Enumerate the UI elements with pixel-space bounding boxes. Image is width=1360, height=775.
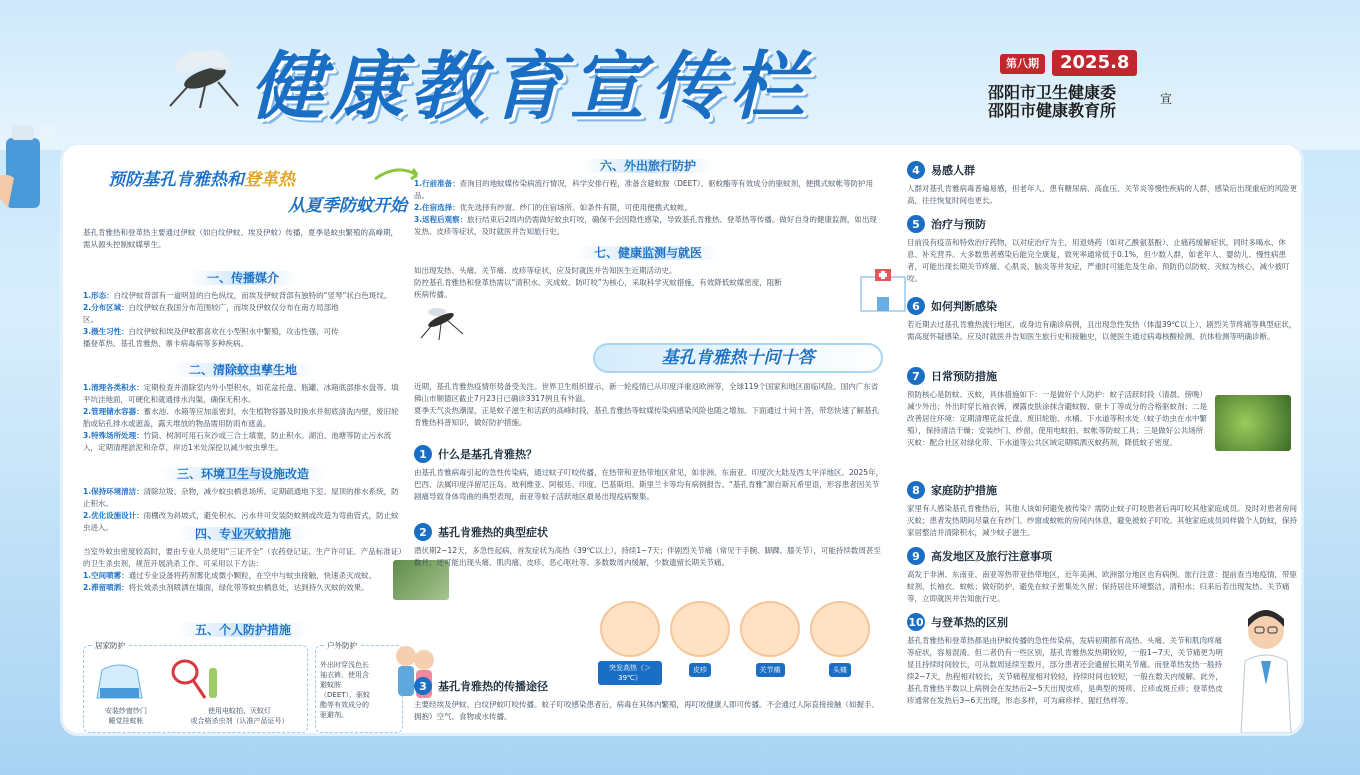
qa-1 [414, 439, 884, 503]
qa-intro [414, 381, 884, 429]
q4-badge: 4 [907, 161, 925, 179]
section-5-title [83, 621, 403, 638]
section-2-title [83, 361, 403, 378]
qa-7 [907, 361, 1207, 449]
left-title [108, 165, 295, 190]
qa-6 [907, 291, 1299, 343]
intro-box [83, 227, 403, 251]
section-2-title-text: 二、清除蚊虫孳生地 [171, 363, 315, 377]
content-panel [60, 142, 1304, 736]
outdoor-text: 外出时穿浅色长袖衣裤，使用含避蚊胺（DEET）、驱蚊酯等有效成分的驱避剂。 [320, 661, 371, 719]
left-title-part1: 预防基孔肯雅热和 [108, 170, 244, 190]
q1-badge: 1 [414, 445, 432, 463]
doctor-illustration [1233, 605, 1299, 733]
right-column [893, 145, 1303, 733]
organization-1: 邵阳市卫生健康委 [988, 83, 1117, 102]
s6-item-2-text: 优先选择有纱窗、纱门的住宿场所。如条件有限，可使用便携式蚊帐。 [459, 203, 693, 212]
qa-2 [414, 517, 884, 569]
spray-can-icon [0, 118, 62, 218]
section-2 [83, 355, 403, 454]
qa-5 [907, 209, 1299, 285]
page-title: 健康教育宣传栏 [250, 44, 810, 130]
s2-item-2 [83, 406, 403, 430]
section-3-title-text: 三、环境卫生与设施改造 [159, 467, 327, 481]
s6-item-2 [414, 202, 882, 214]
s3-item-1-text: 清除垃圾、杂物，减少蚊虫栖息场所。定期疏通地下室、屋顶的排水系统，防止积水。 [83, 487, 399, 508]
q8-badge: 8 [907, 481, 925, 499]
qa-4 [907, 155, 1299, 207]
q2-title: 基孔肯雅热的典型症状 [438, 526, 548, 539]
qa-intro-1: 近期，基孔肯雅热疫情形势备受关注。世界卫生组织提示，新一轮疫情已从印度洋重返欧洲等，全球119个国家和地区面临风险。国内广东省佛山市顺德区截止7月23日已确诊3317例且有外溢。 [414, 382, 879, 403]
electric-swatter-icon [169, 658, 219, 702]
s4-item-1 [83, 570, 383, 582]
q8-title: 家庭防护措施 [931, 484, 997, 497]
q5-title: 治疗与预防 [931, 218, 986, 231]
left-title-highlight: 登革热 [244, 170, 295, 190]
s6-item-3-text: 旅行结束后2周内仍需做好蚊虫叮咬，确保不会因隐性感染，导致基孔肯雅热、登革热等传播。做好自身的健康监测，如出现发热、皮疹等症状，及时就医并告知旅行史。 [414, 215, 877, 236]
q3-answer: 主要经埃及伊蚊、白纹伊蚊叮咬传播。蚊子叮咬感染患者后，病毒在其体内繁殖，再叮咬健康人即可传播。不会通过人际直接接触（如握手、拥抱）空气、食物或水传播。 [414, 700, 879, 721]
s1-item-3-text: 白纹伊蚊和埃及伊蚊都喜欢在小型积水中繁殖，攻击性强，可传播登革热、基孔肯雅热、寨卡病毒病等多种疾病。 [83, 327, 339, 348]
s6-item-1-label: 1.行前准备： [414, 179, 460, 188]
q1-title: 什么是基孔肯雅热？ [438, 448, 537, 461]
s4-intro: 当室外蚊虫密度较高时，要由专业人员使用“三证齐全”（农药登记证、生产许可证、产品标准证）的卫生杀虫剂，规范开展消杀工作。可采用以下方法： [83, 547, 403, 568]
s4-item-2 [83, 582, 383, 594]
section-6-list [408, 178, 888, 238]
s2-item-1-text: 定期检查并清除室内外小型积水，如花盆托盘、瓶罐、冰箱底部排水盘等。填平坑洼地面，可硬化和就通排水沟渠，确保无积水。 [83, 383, 399, 404]
s6-item-1 [414, 178, 882, 202]
q7-title: 日常预防措施 [931, 370, 997, 383]
s1-item-3-label: 3.摄生习性： [83, 327, 129, 336]
s4-item-1-label: 1.空间喷雾： [83, 571, 129, 580]
q10-title: 与登革热的区别 [931, 616, 1008, 629]
q9-title: 高发地区及旅行注意事项 [931, 550, 1052, 563]
section-3-title [83, 465, 403, 482]
section-1-title [83, 269, 403, 286]
section-7-title-text: 七、健康监测与就医 [576, 246, 720, 260]
home-protection-title: 居家防护 [92, 640, 128, 651]
q7-badge: 7 [907, 367, 925, 385]
s6-item-2-label: 2.住宿选择： [414, 203, 460, 212]
rash-face-icon [670, 601, 730, 657]
s1-item-3 [83, 326, 343, 350]
q3-badge: 3 [414, 677, 432, 695]
section-4 [83, 519, 403, 594]
s1-item-2-text: 白纹伊蚊在我国分布范围较广，而埃及伊蚊仅分布在南方局部地区。 [83, 303, 339, 324]
q6-title: 如何判断感染 [931, 300, 997, 313]
q6-answer: 若近期去过基孔肯雅热流行地区，或身边有确诊病例，且出现急性发热（体温39℃以上）、剧烈关节疼痛等典型症状，需高度怀疑感染。应及时就医并告知医生旅行史和接触史，以便医生通过病毒核酸检测、抗体检测等明确诊断。 [907, 320, 1297, 341]
q9-answer: 高发于非洲、东南亚、南亚等热带亚热带地区，近年美洲、欧洲部分地区也有病例。旅行注意：提前查当地疫情，带驱蚊剂、长袖衣、蚊帐；做好防护，避免在蚊子密集处久留；保持居住环境整洁，清积水；归来后若出现发热、关节痛等，立即就医并告知旅行史。 [907, 570, 1297, 603]
symptom-rash-label: 皮疹 [689, 663, 711, 677]
home-protection-box [83, 641, 308, 733]
s2-item-3 [83, 430, 403, 454]
section-6-title [408, 157, 888, 174]
mosquito-icon [160, 40, 250, 110]
left-subtitle: 从夏季防蚊开始 [288, 196, 407, 216]
s4-item-2-text: 将长效杀虫剂喷洒在墙面，绿化带等蚊虫栖息处，达到持久灭蚊的效果。 [128, 583, 369, 592]
ten-qa-banner: 基孔肯雅热十问十答 [593, 343, 883, 373]
s6-item-3 [414, 214, 882, 238]
home-caption-1: 安装纱窗纱门 睡觉挂蚊帐 [105, 707, 147, 725]
qa-10 [907, 607, 1225, 707]
intro-text: 基孔肯雅热和登革热主要通过伊蚊（如白纹伊蚊、埃及伊蚊）传播，夏季是蚊虫繁殖的高峰期，需从源头控制蚊媒孳生。 [83, 228, 398, 249]
s1-item-2-label: 2.分布区域： [83, 303, 129, 312]
section-4-title [83, 525, 403, 542]
q5-badge: 5 [907, 215, 925, 233]
qa-9 [907, 541, 1299, 605]
section-7-title [408, 244, 888, 261]
s3-item-1 [83, 486, 403, 510]
section-4-title-text: 四、专业灭蚊措施 [177, 527, 309, 541]
s1-item-1 [83, 290, 403, 302]
symptom-joint-pain-label: 关节痛 [756, 663, 785, 677]
s7-text-2: 防控基孔肯雅热和登革热需以“清积水、灭成蚊、防叮咬”为核心，采取科学灭蚊措施，有效降低蚊媒密度，阻断疾病传播。 [414, 278, 782, 299]
s1-item-1-label: 1.形态： [83, 291, 114, 300]
s2-item-3-text: 竹筒、树洞可用石灰沙或三合土填塞，防止积水。湖泊、池塘等防止污水流入，定期清理淤泥和杂草，岸边1米处深挖以减少蚊虫孳生。 [83, 431, 392, 452]
q4-answer: 人群对基孔肯雅病毒普遍易感，但老年人、患有糖尿病、高血压、关节炎等慢性疾病的人群，感染后出现重症的风险更高，往往恢复时间也更长。 [907, 184, 1297, 205]
middle-column [408, 145, 888, 733]
q5-answer: 目前没有疫苗和特效治疗药物，以对症治疗为主，用退烧药（如对乙酰氨基酚）、止痛药缓解症状，同时多喝水、休息、补充营养。大多数患者感染后能完全康复，致死率通常低于0.1%，但少数人群，如老年人、婴幼儿、慢性病患者，可能出现长期关节疼痛、心肌炎、脑炎等并发症，严重时可能危及生命。预防仍以防蚊、灭蚊为核心，减少被叮咬。 [907, 238, 1290, 283]
s2-item-1-label: 1.清理各类积水： [83, 383, 144, 392]
outdoor-protection-title: 户外防护 [324, 640, 360, 651]
q2-badge: 2 [414, 523, 432, 541]
qa-8 [907, 475, 1299, 539]
qa-3 [414, 671, 884, 723]
section-5-title-text: 五、个人防护措施 [177, 623, 309, 637]
home-caption-2: 使用电蚊拍、灭蚊灯 或合格杀虫剂（认准产品证号） [190, 707, 289, 725]
mosquito-net-icon [92, 664, 147, 700]
s3-item-2-text: 雨棚改为斜坡式，避免积水。污水井可安装防蚊闸或改造为弯曲管式，防止蚊虫进入。 [83, 511, 399, 532]
s2-item-3-label: 3.特殊场所处理： [83, 431, 144, 440]
s2-item-1 [83, 382, 403, 406]
q9-badge: 9 [907, 547, 925, 565]
joint-pain-icon [740, 601, 800, 657]
s3-item-1-label: 1.保持环境清洁： [83, 487, 144, 496]
s2-item-2-label: 2.管理储水容器： [83, 407, 144, 416]
section-1 [83, 263, 403, 350]
q10-answer: 基孔肯雅热和登革热都是由伊蚊传播的急性传染病，发病初期都有高热、头痛、关节和肌肉疼痛等症状，容易混淆。但二者仍有一些区别，基孔肯雅热发热期较短，一般1~7天，关节痛更为明显且持续时间较长，可从数周延续至数月，部分患者还会遗留长期关节痛。而登革热发热一般持续2~7天，热程相对较长，关节痛程度相对较轻，持续时间也较短，一般在数天内缓解。此外，基孔肯雅热半数以上病例会在发热后2~5天出现皮疹，是典型的斑疹、丘疹或斑丘疹；登革热皮疹通常在发热后3~6天出现，形态多样，可为麻疹样、猩红热样等。 [907, 636, 1223, 705]
issue-badge: 第八期 [1000, 54, 1045, 74]
organization-suffix: 宣 [1160, 92, 1173, 106]
section-6-title-text: 六、外出旅行防护 [582, 159, 714, 173]
s3-item-2-label: 2.优化设施设计： [83, 511, 144, 520]
s4-item-1-text: 通过专业设备将药剂雾化成微小颗粒，在空中与蚊虫接触，快速杀灭成蚊。 [128, 571, 377, 580]
symptom-fever-label: 突发高热（＞39℃） [598, 661, 662, 685]
headache-face-icon [810, 601, 870, 657]
organization-2: 邵阳市健康教育所 [988, 101, 1117, 120]
symptom-headache-label: 头痛 [829, 663, 851, 677]
s7-text-1: 如出现发热、头痛、关节痛、皮疹等症状，应及时就医并告知医生近期活动史。 [414, 266, 677, 275]
mosquito-on-leaf-photo [1215, 395, 1291, 451]
q2-answer: 潜伏期2~12天，多急性起病，首发症状为高热（39℃以上），持续1~7天；伴剧烈关节痛（常见于手腕、脚踝、膝关节），可能持续数周甚至数月；还可能出现头痛、肌肉痛、皮疹、恶心呕吐等。多数数周内缓解，少数遗留长期关节痛。 [414, 546, 881, 567]
section-1-title-text: 一、传播媒介 [189, 271, 297, 285]
s1-item-1-text: 白纹伊蚊背部有一道明显的白色纵纹，而埃及伊蚊背部有独特的“竖琴”状白色斑纹。 [113, 291, 392, 300]
s4-item-2-label: 2.滞留喷洒： [83, 583, 129, 592]
s2-item-2-text: 蓄水池、水箱等应加盖密封，水生植物容器及时换水并彻底清洗内壁，废旧轮胎或钻孔排水或遮盖，露天堆放的物品需用防雨布遮盖。 [83, 407, 399, 428]
section-7-list [408, 265, 788, 301]
q4-title: 易感人群 [931, 164, 975, 177]
s6-item-3-label: 3.返程后观察： [414, 215, 468, 224]
q8-answer: 家里有人感染基孔肯雅热后，其他人该如何避免被传染？需防止蚊子叮咬患者后再叮咬其他家庭成员。及时对患者房间灭蚊；患者发热期间尽量在有纱门、纱窗或蚊帐的房间内休息，避免被蚊子叮咬。其他家庭成员同样做个人防蚊，保持家居整洁并清除积水，减少蚊子滋生。 [907, 504, 1297, 537]
fever-face-icon [600, 601, 660, 657]
q10-badge: 10 [907, 613, 925, 631]
q1-answer: 由基孔肯雅病毒引起的急性传染病，通过蚊子叮咬传播，在热带和亚热带地区常见，如非洲、东南亚、印度次大陆及西太平洋地区。2025年，巴西、法属印度洋留尼汪岛、玻利维亚、阿根廷、印度、巴基斯坦、斯里兰卡等均有病例报告。“基孔肯雅”源自斯瓦希里语，形容患者因关节剧痛导致身体弯曲的典型表现，南亚等蚊子活跃地区最易出现疫病聚集。 [414, 468, 884, 501]
left-column [63, 145, 408, 733]
q3-title: 基孔肯雅热的传播途径 [438, 680, 548, 693]
issue-date: 2025.8 [1052, 50, 1137, 76]
qa-intro-2: 夏季天气炎热潮湿，正是蚊子滋生和活跃的高峰时段，基孔肯雅热等蚊媒传染病感染风险也随之增加。下面通过十问十答，带您快速了解基孔肯雅热科普知识，做好防护措施。 [414, 406, 879, 427]
s1-item-2 [83, 302, 343, 326]
q7-answer: 预防核心是防蚊、灭蚊，具体措施如下：一是做好个人防护：蚊子活跃时段（清晨、傍晚）减少外出；外出时穿长袖衣裤，裸露皮肤涂抹含避蚊胺、驱卡丁等成分的合格驱蚊剂；二是改善居住环境：定期清理花盆托盘、废旧轮胎、水桶、下水道等积水处（蚊子幼虫在水中繁殖），保持清洁干燥；安装纱门、纱窗，使用电蚊拍、蚊帐等防蚊工具；三是做好公共场所灭蚊：配合社区对绿化带、下水道等公共区域定期喷洒灭蚊药剂，降低蚊子密度。 [907, 390, 1207, 447]
s6-item-1-text: 查询目的地蚊媒传染病流行情况，科学安排行程，准备含避蚊胺（DEET）、驱蚊酯等有效成分的驱蚊剂，便携式蚊帐等防护用品。 [414, 179, 874, 200]
q6-badge: 6 [907, 297, 925, 315]
